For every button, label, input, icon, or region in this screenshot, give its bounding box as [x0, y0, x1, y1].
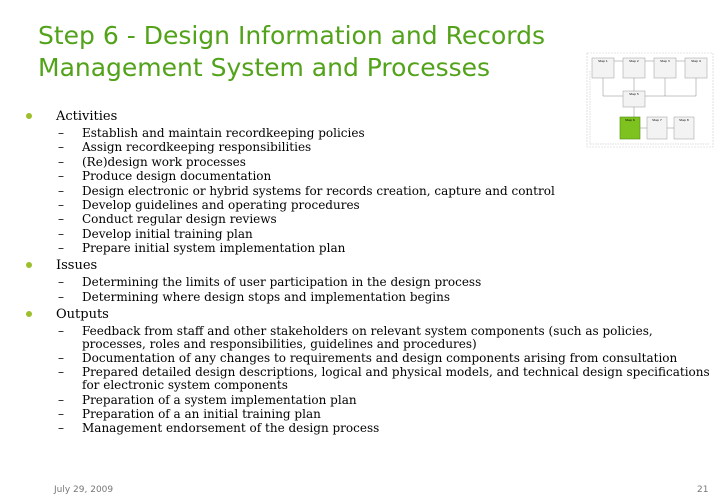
- list-item: – Develop guidelines and operating procedures: [58, 197, 360, 212]
- list-item: – Produce design documentation: [58, 169, 272, 184]
- slide-content: [26, 106, 716, 437]
- bullet-icon: [26, 259, 34, 267]
- list-item: – Determining the limits of user participation in the design process: [58, 275, 482, 290]
- diagram-label-step1: Step 1: [598, 59, 608, 63]
- list-item: – Establish and maintain recordkeeping policies: [58, 126, 365, 140]
- list-item: – Assign recordkeeping responsibilities: [58, 140, 312, 155]
- bullet-icon: [26, 110, 34, 118]
- section-heading-activities: Activities: [26, 109, 716, 124]
- list-item: – Prepare initial system implementation plan: [58, 241, 346, 256]
- section-heading-outputs: Outputs: [26, 307, 716, 322]
- diagram-label-step4: Step 4: [691, 59, 701, 63]
- page-number: 21: [697, 485, 709, 495]
- footer-date: July 29, 2009: [54, 485, 114, 495]
- list-item: – Design electronic or hybrid systems for records creation, capture and control: [58, 183, 555, 198]
- list-item: – Preparation of a an initial training plan: [58, 407, 321, 422]
- bullet-icon: [26, 308, 34, 316]
- slide-title: [38, 20, 578, 84]
- diagram-label-step8: Step 8: [679, 118, 689, 122]
- diagram-label-step6: Step 6: [625, 118, 635, 122]
- list-item: – Management endorsement of the design process: [58, 421, 380, 436]
- list-item: – Documentation of any changes to requirements and design components arising from consultation: [58, 350, 678, 365]
- list-item: – Prepared detailed design descriptions, logical and physical models, and technical design specifications for electronic system components: [58, 365, 710, 393]
- slide-title-line-2: Management System and Processes: [38, 53, 491, 82]
- diagram-label-step2: Step 2: [629, 59, 639, 63]
- list-item: – Feedback from staff and other stakeholders on relevant system components (such as policies, processes, roles and responsibilities, guidelines and procedures): [58, 323, 653, 351]
- diagram-label-step5: Step 5: [629, 92, 639, 96]
- list-item: – Determining where design stops and implementation begins: [58, 289, 451, 304]
- diagram-label-step7: Step 7: [652, 118, 662, 122]
- list-item: – Preparation of a system implementation plan: [58, 392, 357, 407]
- list-item: – Develop initial training plan: [58, 226, 253, 241]
- diagram-label-step3: Step 3: [660, 59, 670, 63]
- slide-title-line-1: Step 6 - Design Information and Records: [38, 21, 545, 50]
- list-item: – Conduct regular design reviews: [58, 212, 277, 227]
- list-item: – (Re)design work processes: [58, 154, 246, 169]
- section-heading-issues: Issues: [26, 258, 716, 273]
